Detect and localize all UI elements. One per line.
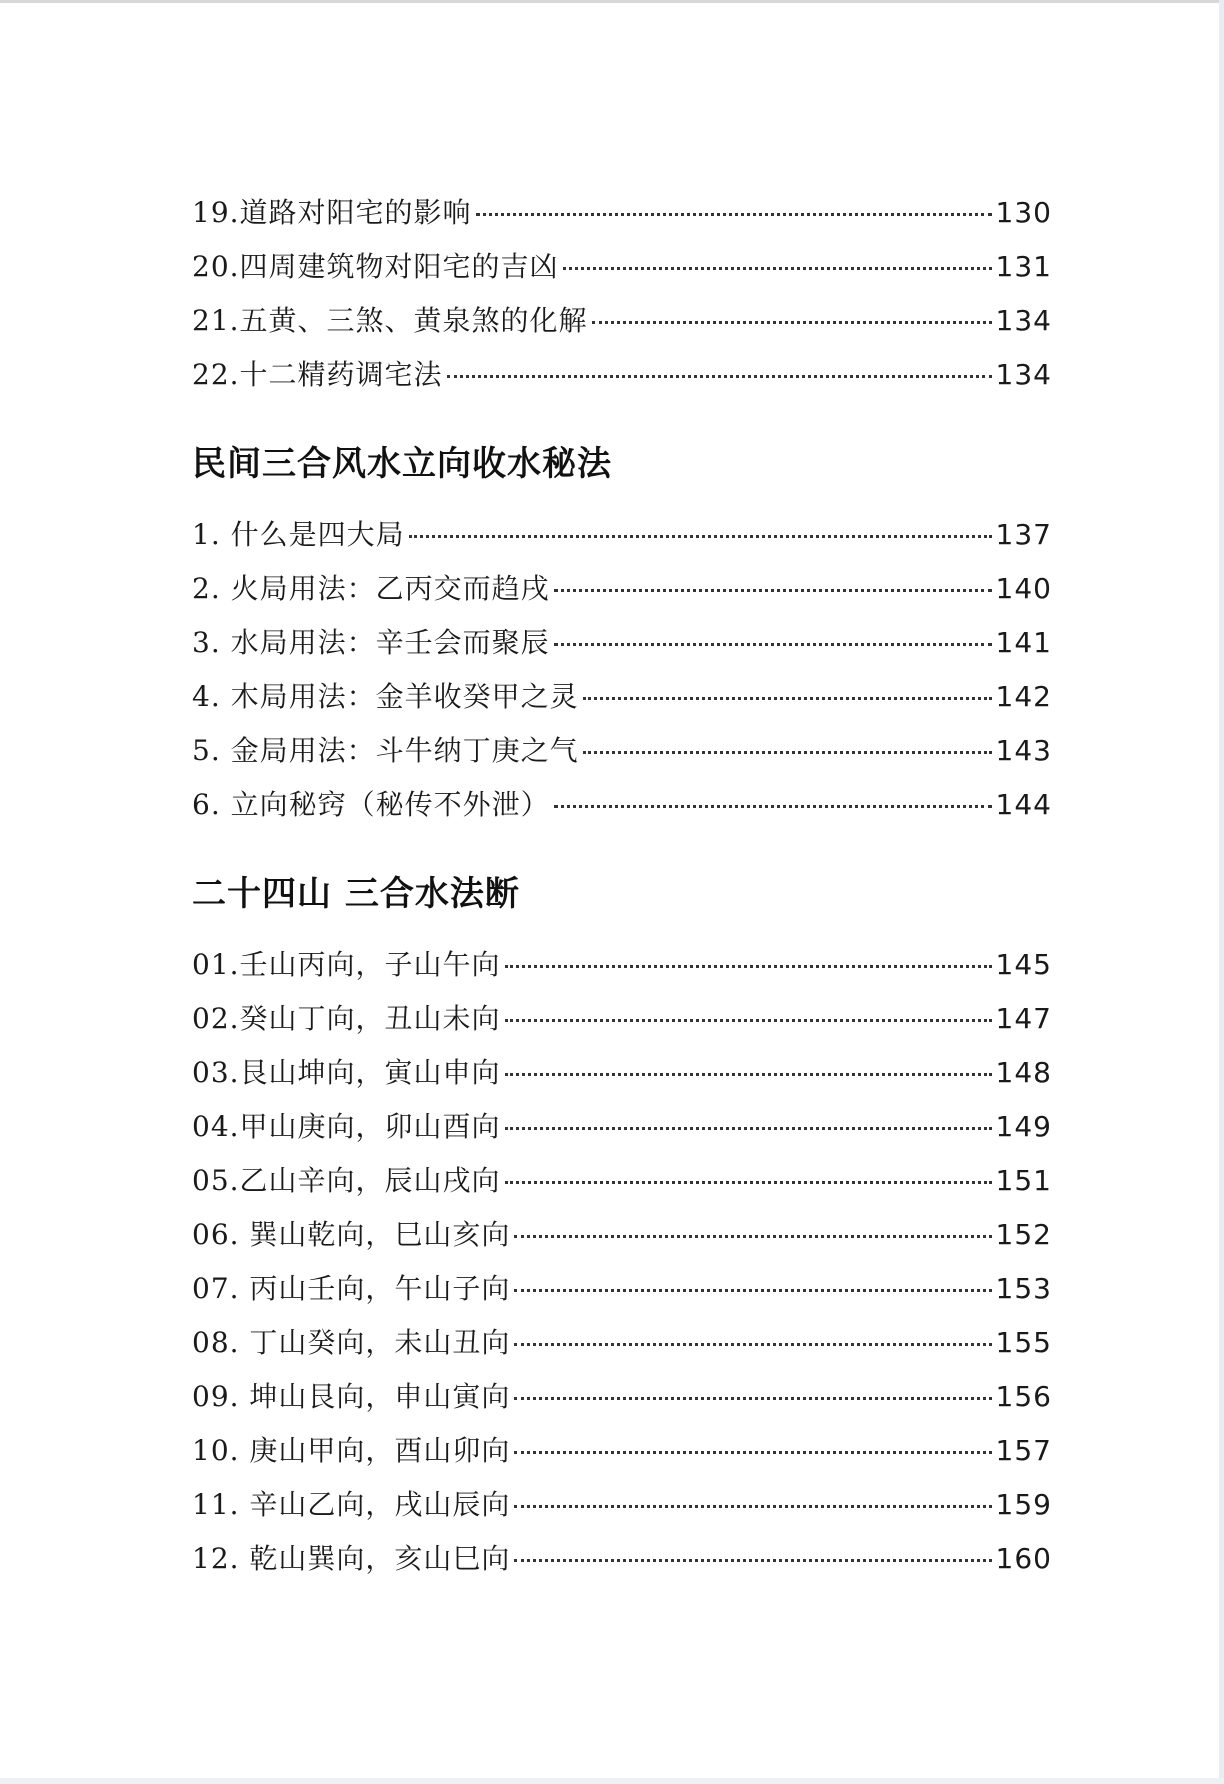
toc-entry-page: 152 (995, 1218, 1052, 1251)
dot-leader (514, 1343, 991, 1346)
dot-leader (505, 1127, 992, 1130)
toc-entry-title: 07. 丙山壬向，午山子向 (192, 1272, 511, 1305)
table-of-contents (192, 186, 1052, 1586)
toc-entry (192, 294, 1052, 348)
toc-entry-title: 5. 金局用法：斗牛纳丁庚之气 (192, 734, 579, 767)
toc-entry-page: 159 (995, 1488, 1052, 1521)
toc-entry-title: 1. 什么是四大局 (192, 518, 405, 551)
toc-entry-title: 19.道路对阳宅的影响 (192, 196, 472, 229)
toc-entry-title: 08. 丁山癸向，未山丑向 (192, 1326, 511, 1359)
toc-entry-page: 153 (995, 1272, 1052, 1305)
toc-entry-page: 140 (995, 572, 1052, 605)
toc-entry-title: 05.乙山辛向，辰山戌向 (192, 1164, 501, 1197)
toc-entry-title: 22.十二精药调宅法 (192, 358, 443, 391)
toc-entry-page: 151 (995, 1164, 1052, 1197)
section-heading-wrap (192, 442, 1052, 486)
toc-entry-page: 134 (995, 304, 1052, 337)
toc-entry-title: 09. 坤山艮向，申山寅向 (192, 1380, 511, 1413)
dot-leader (554, 643, 992, 646)
toc-entry-page: 143 (995, 734, 1052, 767)
toc-entry (192, 1532, 1052, 1586)
toc-entry-page: 156 (995, 1380, 1052, 1413)
dot-leader (554, 589, 992, 592)
toc-entry-list (192, 938, 1052, 1586)
toc-entry (192, 616, 1052, 670)
dot-leader (514, 1397, 991, 1400)
toc-entry-title: 3. 水局用法：辛壬会而聚辰 (192, 626, 550, 659)
toc-entry (192, 1208, 1052, 1262)
toc-entry (192, 1370, 1052, 1424)
toc-entry-page: 160 (995, 1542, 1052, 1575)
toc-entry (192, 1424, 1052, 1478)
dot-leader (505, 1073, 992, 1076)
toc-entry (192, 1100, 1052, 1154)
scan-edge-bottom (0, 1778, 1224, 1784)
toc-entry-page: 149 (995, 1110, 1052, 1143)
dot-leader (505, 1181, 992, 1184)
toc-entry-title: 04.甲山庚向，卯山酉向 (192, 1110, 501, 1143)
toc-entry-list (192, 186, 1052, 402)
toc-entry-page: 137 (995, 518, 1052, 551)
dot-leader (514, 1451, 991, 1454)
toc-entry (192, 724, 1052, 778)
toc-entry-page: 157 (995, 1434, 1052, 1467)
toc-entry (192, 348, 1052, 402)
dot-leader (476, 213, 992, 216)
dot-leader (592, 321, 992, 324)
toc-entry (192, 778, 1052, 832)
toc-entry-title: 20.四周建筑物对阳宅的吉凶 (192, 250, 559, 283)
toc-entry-title: 2. 火局用法：乙丙交而趋戌 (192, 572, 550, 605)
dot-leader (409, 535, 992, 538)
dot-leader (505, 965, 992, 968)
toc-entry (192, 1262, 1052, 1316)
dot-leader (514, 1235, 991, 1238)
dot-leader (554, 805, 992, 808)
toc-entry (192, 1478, 1052, 1532)
toc-section-continued (192, 186, 1052, 402)
dot-leader (514, 1289, 991, 1292)
toc-section-24-mountains (192, 872, 1052, 1586)
toc-entry-page: 155 (995, 1326, 1052, 1359)
toc-entry (192, 670, 1052, 724)
toc-entry-title: 01.壬山丙向，子山午向 (192, 948, 501, 981)
toc-entry (192, 1046, 1052, 1100)
dot-leader (514, 1505, 991, 1508)
toc-entry-title: 11. 辛山乙向，戌山辰向 (192, 1488, 511, 1521)
toc-entry (192, 240, 1052, 294)
section-heading-wrap (192, 872, 1052, 916)
toc-entry-page: 130 (995, 196, 1052, 229)
dot-leader (505, 1019, 992, 1022)
section-heading: 民间三合风水立向收水秘法 (192, 444, 612, 484)
toc-entry-page: 141 (995, 626, 1052, 659)
toc-entry-title: 6. 立向秘窍（秘传不外泄） (192, 788, 550, 821)
toc-entry-title: 02.癸山丁向，丑山未向 (192, 1002, 501, 1035)
toc-entry-page: 148 (995, 1056, 1052, 1089)
toc-entry-title: 21.五黄、三煞、黄泉煞的化解 (192, 304, 588, 337)
toc-entry-title: 12. 乾山巽向，亥山巳向 (192, 1542, 511, 1575)
dot-leader (563, 267, 992, 270)
toc-entry-page: 145 (995, 948, 1052, 981)
toc-entry-page: 144 (995, 788, 1052, 821)
toc-entry (192, 1316, 1052, 1370)
toc-entry-title: 10. 庚山甲向，酉山卯向 (192, 1434, 511, 1467)
toc-entry-page: 134 (995, 358, 1052, 391)
scan-edge-top (0, 0, 1224, 3)
dot-leader (514, 1559, 991, 1562)
toc-entry (192, 938, 1052, 992)
dot-leader (583, 751, 992, 754)
scan-edge-right (1219, 0, 1224, 1784)
toc-entry (192, 1154, 1052, 1208)
dot-leader (583, 697, 992, 700)
toc-section-sanhe-fengshui (192, 442, 1052, 832)
toc-entry-page: 142 (995, 680, 1052, 713)
toc-entry-page: 147 (995, 1002, 1052, 1035)
toc-entry-title: 06. 巽山乾向，巳山亥向 (192, 1218, 511, 1251)
section-heading: 二十四山 三合水法断 (192, 874, 520, 914)
dot-leader (447, 375, 992, 378)
toc-entry-title: 03.艮山坤向，寅山申向 (192, 1056, 501, 1089)
toc-entry (192, 508, 1052, 562)
toc-entry (192, 562, 1052, 616)
toc-entry (192, 992, 1052, 1046)
toc-entry-list (192, 508, 1052, 832)
toc-entry (192, 186, 1052, 240)
toc-entry-page: 131 (995, 250, 1052, 283)
toc-entry-title: 4. 木局用法：金羊收癸甲之灵 (192, 680, 579, 713)
